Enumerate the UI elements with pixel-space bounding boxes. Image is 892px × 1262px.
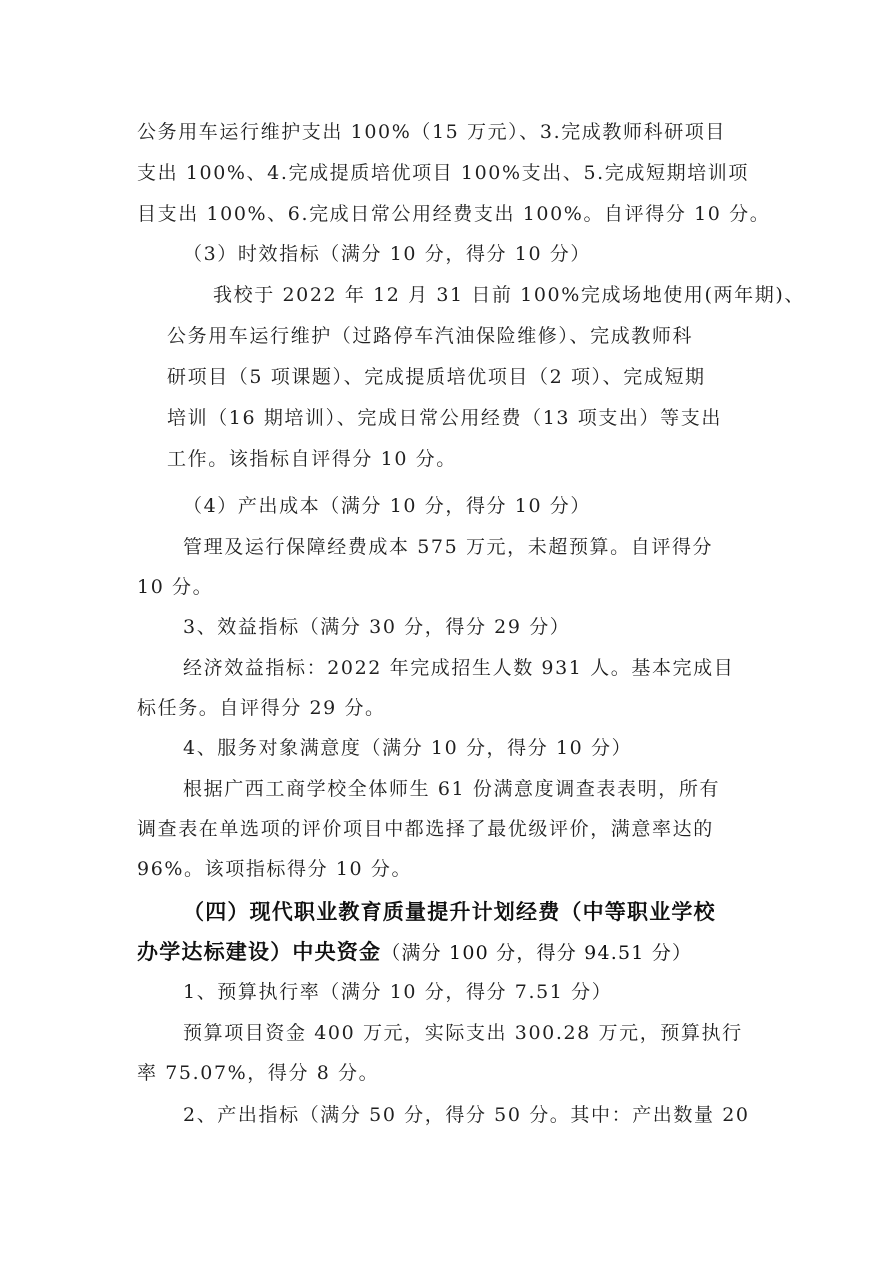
paragraph-line: 根据广西工商学校全体师生 61 份满意度调查表表明，所有 <box>183 778 721 800</box>
paragraph-line: 管理及运行保障经费成本 575 万元，未超预算。自评得分 <box>183 536 714 558</box>
section-heading-bold: 办学达标建设）中央资金 <box>137 939 382 964</box>
section-heading-line-1: （四）现代职业教育质量提升计划经费（中等职业学校 <box>183 899 716 924</box>
paragraph-line: 96%。该项指标得分 10 分。 <box>137 858 413 880</box>
paragraph-line: 支出 100%、4.完成提质培优项目 100%支出、5.完成短期培训项 <box>137 162 749 184</box>
paragraph-line: 经济效益指标：2022 年完成招生人数 931 人。基本完成目 <box>183 657 735 679</box>
paragraph-line: 公务用车运行维护（过路停车汽油保险维修）、完成教师科 <box>167 325 694 347</box>
paragraph-line: 标任务。自评得分 29 分。 <box>137 697 386 719</box>
subsection-heading: （3）时效指标（满分 10 分，得分 10 分） <box>183 243 592 265</box>
paragraph-line: 10 分。 <box>137 576 214 598</box>
subsection-heading: 2、产出指标（满分 50 分，得分 50 分。其中：产出数量 20 <box>183 1104 750 1126</box>
section-heading-line-2 <box>137 941 692 963</box>
paragraph-line: 目支出 100%、6.完成日常公用经费支出 100%。自评得分 10 分。 <box>137 203 771 225</box>
section-heading-score: （满分 100 分，得分 94.51 分） <box>381 942 693 964</box>
subsection-heading: 3、效益指标（满分 30 分，得分 29 分） <box>183 616 571 638</box>
subsection-heading: 1、预算执行率（满分 10 分，得分 7.51 分） <box>183 981 613 1003</box>
paragraph-line: 调查表在单选项的评价项目中都选择了最优级评价，满意率达的 <box>137 818 714 840</box>
paragraph-line: 研项目（5 项课题）、完成提质培优项目（2 项）、完成短期 <box>167 366 706 388</box>
paragraph-line: 公务用车运行维护支出 100%（15 万元）、3.完成教师科研项目 <box>137 121 727 143</box>
paragraph-line: 培训（16 期培训）、完成日常公用经费（13 项支出）等支出 <box>167 407 722 429</box>
subsection-heading: 4、服务对象满意度（满分 10 分，得分 10 分） <box>183 737 633 759</box>
paragraph-line: 预算项目资金 400 万元，实际支出 300.28 万元，预算执行 <box>183 1022 743 1044</box>
paragraph-line: 工作。该指标自评得分 10 分。 <box>167 448 457 470</box>
paragraph-line: 率 75.07%，得分 8 分。 <box>137 1062 380 1084</box>
paragraph-line: 我校于 2022 年 12 月 31 日前 100%完成场地使用(两年期)、 <box>213 284 805 306</box>
subsection-heading: （4）产出成本（满分 10 分，得分 10 分） <box>183 495 592 517</box>
